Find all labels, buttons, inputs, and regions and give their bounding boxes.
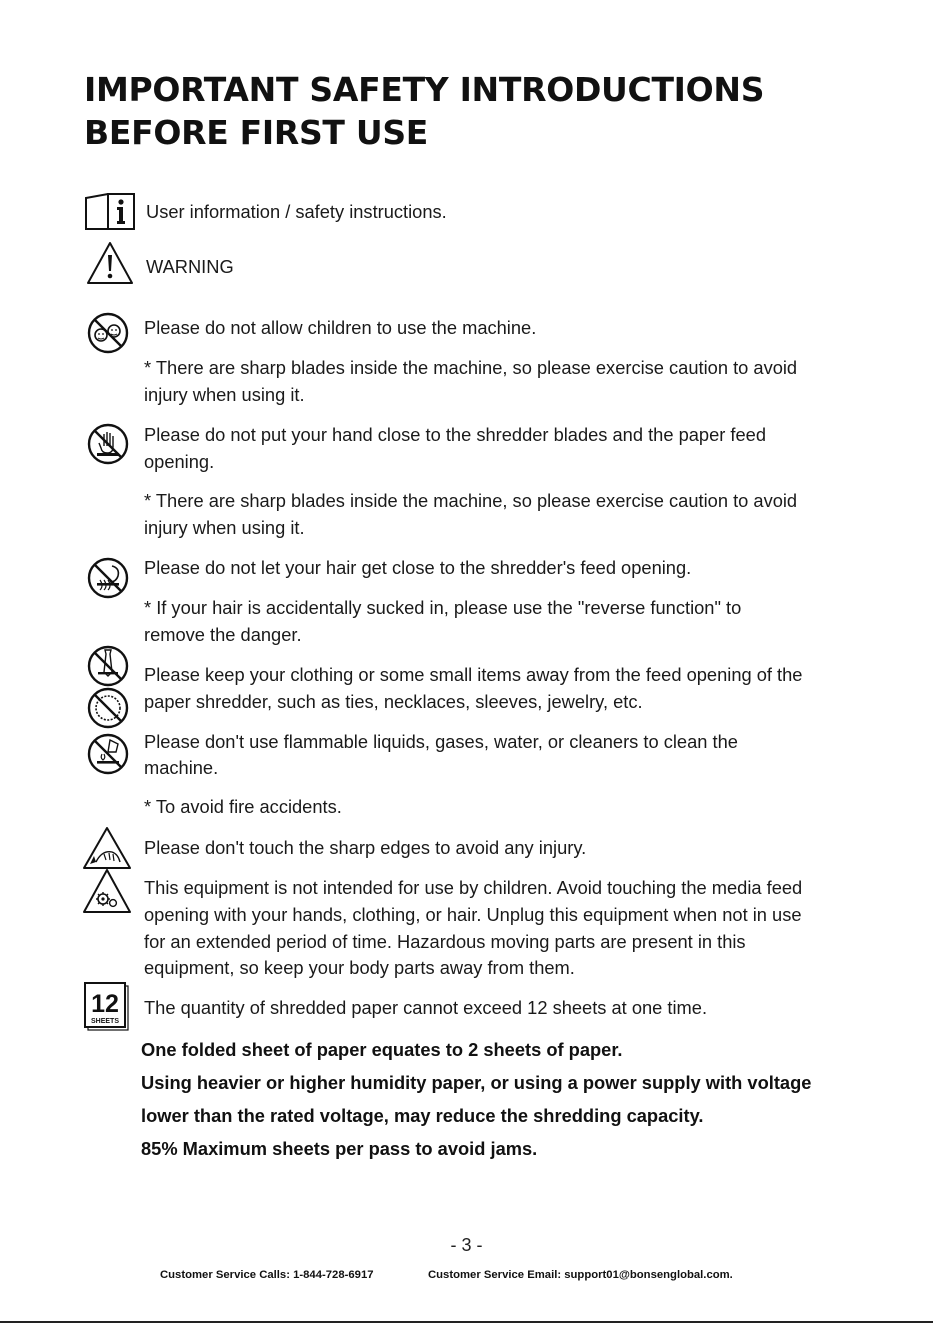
clothing-text-line-1: Please keep your clothing or some small items away from the feed opening of the (144, 664, 803, 685)
hand-text-line-1: Please do not put your hand close to the shredder blades and the paper feed (144, 424, 767, 445)
equipment-text-line-1: This equipment is not intended for use by children. Avoid touching the media feed (144, 877, 803, 898)
title-line-2: BEFORE FIRST USE (84, 113, 429, 152)
no-children-icon (86, 311, 130, 355)
children-note-line-1: * There are sharp blades inside the machine, so please exercise caution to avoid (144, 357, 798, 378)
page-number: - 3 - (450, 1235, 483, 1255)
page-title (84, 68, 764, 154)
no-hand-icon (86, 422, 130, 466)
hand-note-line-2: injury when using it. (144, 517, 305, 538)
warning-triangle-icon (85, 240, 135, 286)
no-tie-icon (86, 644, 130, 688)
hand-text-line-2: opening. (144, 451, 215, 472)
clothing-text-line-2: paper shredder, such as ties, necklaces, sleeves, jewelry, etc. (144, 691, 643, 712)
hair-text: Please do not let your hair get close to the shredder's feed opening. (144, 557, 692, 578)
equipment-text-line-2: opening with your hands, clothing, or hair. Unplug this equipment when not in use (144, 904, 802, 925)
liquids-text-line-1: Please don't use flammable liquids, gases, water, or cleaners to clean the (144, 731, 738, 752)
edges-text: Please don't touch the sharp edges to avoid any injury. (144, 837, 587, 858)
footer-phone: Customer Service Calls: 1-844-728-6917 (160, 1269, 374, 1281)
manual-info-icon (84, 193, 136, 231)
title-line-1: IMPORTANT SAFETY INTRODUCTIONS (84, 70, 765, 109)
fire-note-text: * To avoid fire accidents. (144, 796, 342, 817)
hand-note-line-1: * There are sharp blades inside the machine, so please exercise caution to avoid (144, 490, 798, 511)
folded-note: One folded sheet of paper equates to 2 sheets of paper. (141, 1039, 623, 1060)
max-sheets-note: 85% Maximum sheets per pass to avoid jams. (141, 1138, 538, 1159)
sharp-edge-warning-icon (82, 826, 132, 870)
heavier-note-line-2: lower than the rated voltage, may reduce the shredding capacity. (141, 1105, 704, 1126)
no-liquids-icon (86, 732, 130, 776)
equipment-text-line-4: equipment, so keep your body parts away from them. (144, 957, 575, 978)
moving-parts-warning-icon (82, 868, 132, 914)
hair-note-line-1: * If your hair is accidentally sucked in, please use the "reverse function" to (144, 597, 742, 618)
no-necklace-icon (86, 686, 130, 730)
capacity-text: The quantity of shredded paper cannot exceed 12 sheets at one time. (144, 997, 708, 1018)
equipment-text-line-3: for an extended period of time. Hazardous moving parts are present in this (144, 931, 746, 952)
liquids-text-line-2: machine. (144, 757, 219, 778)
user-info-text: User information / safety instructions. (146, 201, 447, 222)
hair-note-line-2: remove the danger. (144, 624, 302, 645)
sheets-capacity-icon (84, 982, 130, 1032)
sheets-number: 12 (91, 990, 119, 1018)
children-note-line-2: injury when using it. (144, 384, 305, 405)
footer-email: Customer Service Email: support01@bonsenglobal.com. (428, 1269, 733, 1281)
warning-text: WARNING (146, 256, 234, 277)
children-text: Please do not allow children to use the machine. (144, 317, 537, 338)
bottom-rule (0, 1321, 933, 1323)
sheets-label: SHEETS (90, 1018, 120, 1025)
heavier-note-line-1: Using heavier or higher humidity paper, or using a power supply with voltage (141, 1072, 812, 1093)
no-hair-icon (86, 556, 130, 600)
